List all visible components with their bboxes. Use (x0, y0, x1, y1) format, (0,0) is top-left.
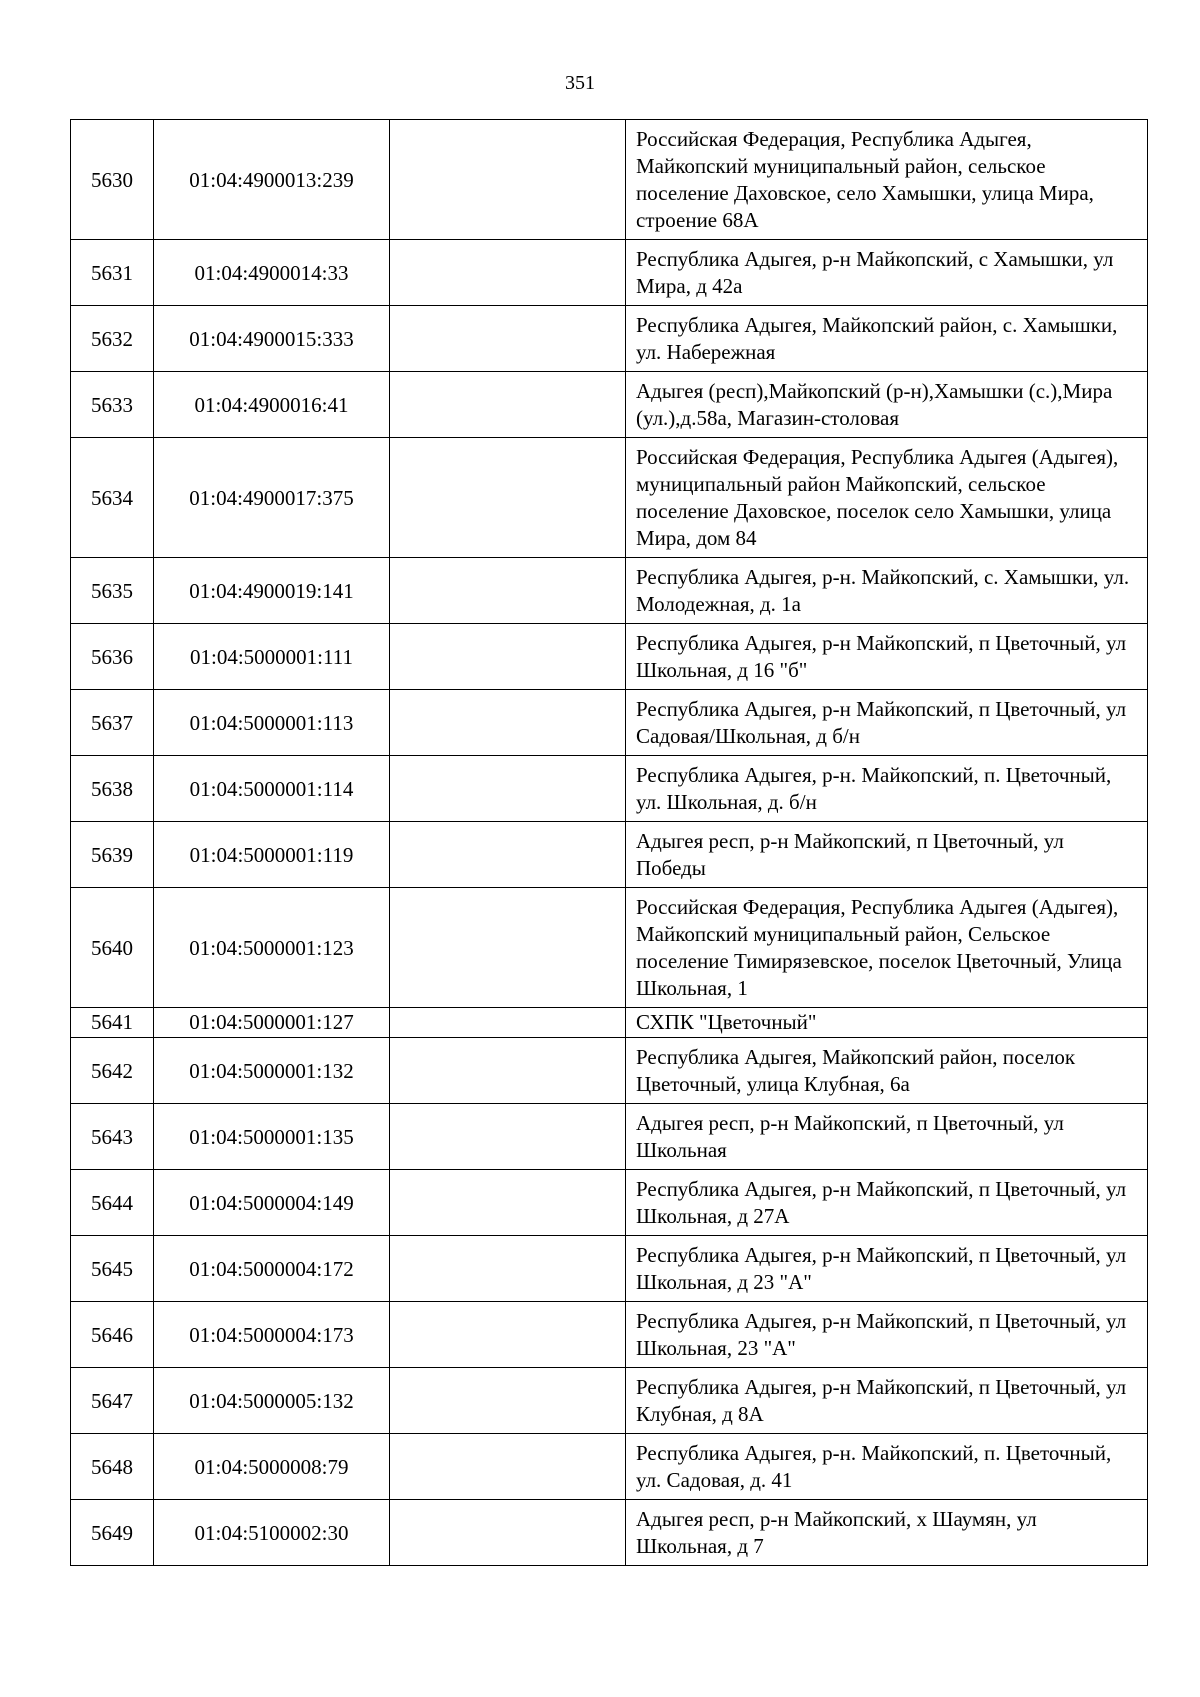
row-number-cell: 5635 (71, 558, 154, 624)
empty-cell (390, 240, 626, 306)
table-row (71, 558, 1148, 624)
address-cell: Адыгея респ, р-н Майкопский, п Цветочный, ул Школьная (626, 1104, 1148, 1170)
empty-cell (390, 1236, 626, 1302)
row-number-cell: 5649 (71, 1500, 154, 1566)
table-row (71, 756, 1148, 822)
table-row (71, 120, 1148, 240)
registry-table (70, 119, 1148, 1566)
empty-cell (390, 1038, 626, 1104)
table-row (71, 1038, 1148, 1104)
empty-cell (390, 1008, 626, 1038)
empty-cell (390, 372, 626, 438)
table-row (71, 1104, 1148, 1170)
row-number-cell: 5641 (71, 1008, 154, 1038)
table-row (71, 438, 1148, 558)
address-cell: Республика Адыгея, р-н Майкопский, п Цветочный, ул Клубная, д 8А (626, 1368, 1148, 1434)
address-cell: Республика Адыгея, р-н Майкопский, п Цветочный, ул Садовая/Школьная, д б/н (626, 690, 1148, 756)
empty-cell (390, 888, 626, 1008)
cadastral-number-cell: 01:04:4900013:239 (154, 120, 390, 240)
row-number-cell: 5645 (71, 1236, 154, 1302)
cadastral-number-cell: 01:04:5000001:114 (154, 756, 390, 822)
address-cell: Республика Адыгея, р-н Майкопский, п Цветочный, ул Школьная, д 16 "б" (626, 624, 1148, 690)
address-cell: Адыгея респ, р-н Майкопский, х Шаумян, ул Школьная, д 7 (626, 1500, 1148, 1566)
cadastral-number-cell: 01:04:5000001:135 (154, 1104, 390, 1170)
row-number-cell: 5632 (71, 306, 154, 372)
table-row (71, 1008, 1148, 1038)
table-row (71, 240, 1148, 306)
address-cell: Республика Адыгея, р-н Майкопский, п Цветочный, ул Школьная, 23 "А" (626, 1302, 1148, 1368)
empty-cell (390, 1500, 626, 1566)
empty-cell (390, 1302, 626, 1368)
cadastral-number-cell: 01:04:5000005:132 (154, 1368, 390, 1434)
row-number-cell: 5646 (71, 1302, 154, 1368)
cadastral-number-cell: 01:04:5000001:132 (154, 1038, 390, 1104)
cadastral-number-cell: 01:04:5000004:149 (154, 1170, 390, 1236)
address-cell: Республика Адыгея, Майкопский район, поселок Цветочный, улица Клубная, 6а (626, 1038, 1148, 1104)
cadastral-number-cell: 01:04:4900017:375 (154, 438, 390, 558)
address-cell: СХПК "Цветочный" (626, 1008, 1148, 1038)
address-cell: Российская Федерация, Республика Адыгея (Адыгея), Майкопский муниципальный район, Сельское поселение Тимирязевское, поселок Цветочный, Улица Школьная, 1 (626, 888, 1148, 1008)
cadastral-number-cell: 01:04:5000004:172 (154, 1236, 390, 1302)
row-number-cell: 5648 (71, 1434, 154, 1500)
table-row (71, 1302, 1148, 1368)
cadastral-number-cell: 01:04:5000001:111 (154, 624, 390, 690)
row-number-cell: 5631 (71, 240, 154, 306)
empty-cell (390, 1368, 626, 1434)
cadastral-number-cell: 01:04:5100002:30 (154, 1500, 390, 1566)
registry-table-body (71, 120, 1148, 1566)
row-number-cell: 5642 (71, 1038, 154, 1104)
empty-cell (390, 558, 626, 624)
empty-cell (390, 1434, 626, 1500)
cadastral-number-cell: 01:04:4900014:33 (154, 240, 390, 306)
row-number-cell: 5644 (71, 1170, 154, 1236)
empty-cell (390, 1104, 626, 1170)
empty-cell (390, 624, 626, 690)
cadastral-number-cell: 01:04:5000001:113 (154, 690, 390, 756)
row-number-cell: 5638 (71, 756, 154, 822)
address-cell: Республика Адыгея, р-н. Майкопский, п. Цветочный, ул. Школьная, д. б/н (626, 756, 1148, 822)
row-number-cell: 5636 (71, 624, 154, 690)
empty-cell (390, 438, 626, 558)
table-row (71, 372, 1148, 438)
address-cell: Республика Адыгея, Майкопский район, с. Хамышки, ул. Набережная (626, 306, 1148, 372)
address-cell: Российская Федерация, Республика Адыгея (Адыгея), муниципальный район Майкопский, сельское поселение Даховское, поселок село Хамышки, улица Мира, дом 84 (626, 438, 1148, 558)
row-number-cell: 5630 (71, 120, 154, 240)
row-number-cell: 5639 (71, 822, 154, 888)
address-cell: Адыгея (респ),Майкопский (р-н),Хамышки (с.),Мира (ул.),д.58а, Магазин-столовая (626, 372, 1148, 438)
table-row (71, 690, 1148, 756)
address-cell: Республика Адыгея, р-н Майкопский, с Хамышки, ул Мира, д 42а (626, 240, 1148, 306)
row-number-cell: 5634 (71, 438, 154, 558)
empty-cell (390, 756, 626, 822)
table-row (71, 1434, 1148, 1500)
cadastral-number-cell: 01:04:5000001:127 (154, 1008, 390, 1038)
empty-cell (390, 690, 626, 756)
table-row (71, 624, 1148, 690)
cadastral-number-cell: 01:04:4900015:333 (154, 306, 390, 372)
row-number-cell: 5643 (71, 1104, 154, 1170)
table-row (71, 1170, 1148, 1236)
table-row (71, 822, 1148, 888)
table-row (71, 306, 1148, 372)
cadastral-number-cell: 01:04:5000001:119 (154, 822, 390, 888)
empty-cell (390, 306, 626, 372)
empty-cell (390, 120, 626, 240)
address-cell: Республика Адыгея, р-н Майкопский, п Цветочный, ул Школьная, д 27А (626, 1170, 1148, 1236)
row-number-cell: 5640 (71, 888, 154, 1008)
table-row (71, 1500, 1148, 1566)
row-number-cell: 5637 (71, 690, 154, 756)
cadastral-number-cell: 01:04:4900019:141 (154, 558, 390, 624)
table-row (71, 1236, 1148, 1302)
page-number: 351 (565, 72, 595, 94)
cadastral-number-cell: 01:04:5000004:173 (154, 1302, 390, 1368)
cadastral-number-cell: 01:04:4900016:41 (154, 372, 390, 438)
address-cell: Республика Адыгея, р-н Майкопский, п Цветочный, ул Школьная, д 23 "А" (626, 1236, 1148, 1302)
address-cell: Республика Адыгея, р-н. Майкопский, с. Хамышки, ул. Молодежная, д. 1а (626, 558, 1148, 624)
empty-cell (390, 822, 626, 888)
cadastral-number-cell: 01:04:5000008:79 (154, 1434, 390, 1500)
row-number-cell: 5647 (71, 1368, 154, 1434)
empty-cell (390, 1170, 626, 1236)
row-number-cell: 5633 (71, 372, 154, 438)
address-cell: Республика Адыгея, р-н. Майкопский, п. Цветочный, ул. Садовая, д. 41 (626, 1434, 1148, 1500)
table-row (71, 888, 1148, 1008)
address-cell: Российская Федерация, Республика Адыгея, Майкопский муниципальный район, сельское поселение Даховское, село Хамышки, улица Мира, строение 68А (626, 120, 1148, 240)
address-cell: Адыгея респ, р-н Майкопский, п Цветочный, ул Победы (626, 822, 1148, 888)
table-row (71, 1368, 1148, 1434)
cadastral-number-cell: 01:04:5000001:123 (154, 888, 390, 1008)
